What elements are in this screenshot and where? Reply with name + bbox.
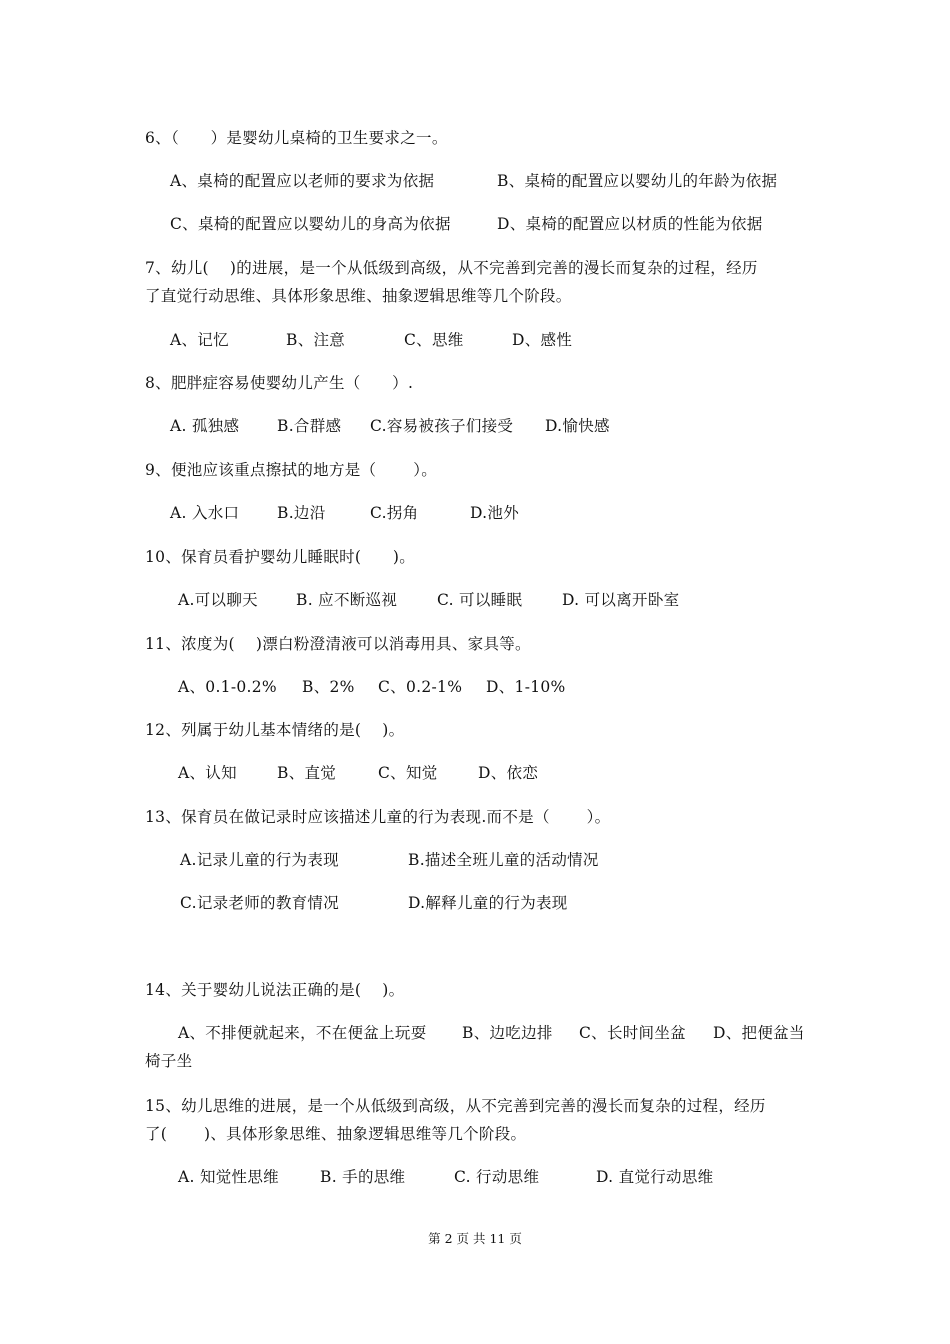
q6-stem: 6、（ ）是婴幼儿桌椅的卫生要求之一。 — [145, 129, 448, 147]
q13-option-c: C.记录老师的教育情况 — [180, 894, 340, 912]
q12-option-d: D、依恋 — [478, 764, 539, 782]
q15-option-a: A. 知觉性思维 — [178, 1168, 279, 1186]
q15-option-d: D. 直觉行动思维 — [596, 1168, 714, 1186]
page-footer: 第 2 页 共 11 页 — [428, 1231, 522, 1246]
q14-option-c: C、长时间坐盆 — [579, 1024, 686, 1042]
q9-option-d: D.池外 — [470, 504, 520, 522]
q9-option-b: B.边沿 — [277, 504, 326, 522]
q10-stem: 10、保育员看护婴幼儿睡眠时( )。 — [145, 548, 416, 566]
q9-stem: 9、便池应该重点擦拭的地方是（ ）。 — [145, 461, 438, 479]
q14-stem: 14、关于婴幼儿说法正确的是( )。 — [145, 981, 405, 999]
q11-option-a: A、0.1-0.2% — [178, 678, 277, 696]
q6-option-b: B、桌椅的配置应以婴幼儿的年龄为依据 — [497, 172, 778, 190]
q15-option-b: B. 手的思维 — [320, 1168, 406, 1186]
q10-option-c: C. 可以睡眠 — [437, 591, 523, 609]
q6-option-d: D、桌椅的配置应以材质的性能为依据 — [497, 215, 763, 233]
q9-option-a: A. 入水口 — [170, 504, 240, 522]
q8-option-c: C.容易被孩子们接受 — [370, 417, 514, 435]
q7-stem-line1: 7、幼儿( )的进展，是一个从低级到高级，从不完善到完善的漫长而复杂的过程，经历 — [145, 259, 758, 277]
q7-option-b: B、注意 — [286, 331, 346, 349]
q12-option-a: A、认知 — [178, 764, 237, 782]
q10-option-d: D. 可以离开卧室 — [562, 591, 680, 609]
q12-option-c: C、知觉 — [378, 764, 438, 782]
q12-stem: 12、列属于幼儿基本情绪的是( )。 — [145, 721, 405, 739]
q15-option-c: C. 行动思维 — [454, 1168, 540, 1186]
q10-option-a: A.可以聊天 — [178, 591, 258, 609]
q13-option-d: D.解释儿童的行为表现 — [408, 894, 568, 912]
q8-stem: 8、肥胖症容易使婴幼儿产生（ ）. — [145, 374, 414, 392]
q8-option-a: A. 孤独感 — [170, 417, 240, 435]
q7-option-d: D、感性 — [512, 331, 573, 349]
q8-option-d: D.愉快感 — [545, 417, 610, 435]
q10-option-b: B. 应不断巡视 — [296, 591, 398, 609]
q11-option-c: C、0.2-1% — [378, 678, 463, 696]
q12-option-b: B、直觉 — [277, 764, 337, 782]
q7-option-a: A、记忆 — [170, 331, 229, 349]
q15-stem-line1: 15、幼儿思维的进展，是一个从低级到高级，从不完善到完善的漫长而复杂的过程，经历 — [145, 1097, 766, 1115]
q9-option-c: C.拐角 — [370, 504, 419, 522]
q14-option-b: B、边吃边排 — [462, 1024, 553, 1042]
q6-option-c: C、桌椅的配置应以婴幼儿的身高为依据 — [170, 215, 451, 233]
q15-stem-line2: 了( )、具体形象思维、抽象逻辑思维等几个阶段。 — [145, 1125, 527, 1143]
q7-stem-line2: 了直觉行动思维、具体形象思维、抽象逻辑思维等几个阶段。 — [145, 287, 572, 305]
q13-stem: 13、保育员在做记录时应该描述儿童的行为表现.而不是（ ）。 — [145, 808, 611, 826]
q11-option-b: B、2% — [302, 678, 355, 696]
q6-option-a: A、桌椅的配置应以老师的要求为依据 — [170, 172, 435, 190]
q7-option-c: C、思维 — [404, 331, 464, 349]
q14-option-d-continued: 椅子坐 — [145, 1052, 193, 1070]
q11-option-d: D、1-10% — [486, 678, 566, 696]
q13-option-a: A.记录儿童的行为表现 — [180, 851, 339, 869]
q14-option-d: D、把便盆当 — [713, 1024, 805, 1042]
q8-option-b: B.合群感 — [277, 417, 342, 435]
q14-option-a: A、不排便就起来，不在便盆上玩耍 — [178, 1024, 427, 1042]
q13-option-b: B.描述全班儿童的活动情况 — [408, 851, 599, 869]
q11-stem: 11、浓度为( )漂白粉澄清液可以消毒用具、家具等。 — [145, 635, 531, 653]
